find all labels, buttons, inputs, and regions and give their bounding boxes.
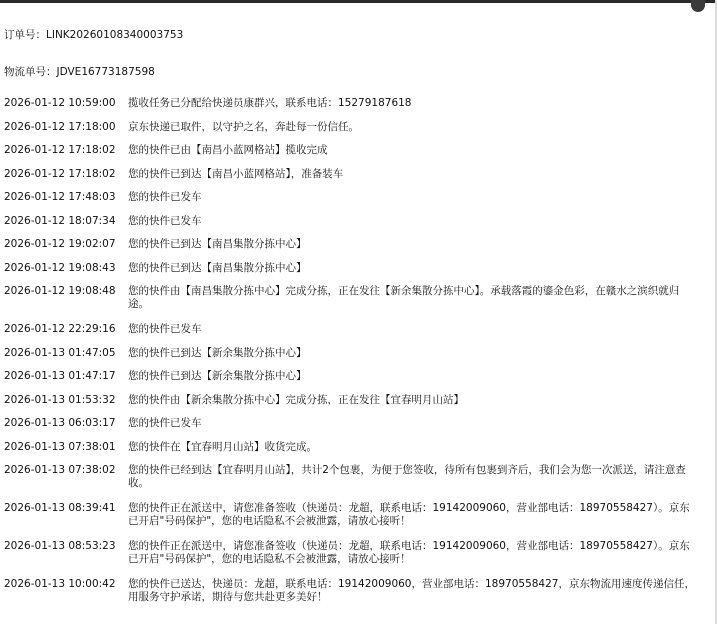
tracking-event-row [4, 502, 704, 540]
event-description: 京东快递已取件，以守护之名，奔赴每一份信任。 [128, 120, 359, 133]
event-time: 2026-01-12 19:08:43 [4, 261, 116, 274]
event-time: 2026-01-12 10:59:00 [4, 97, 116, 109]
tracking-event-row [4, 262, 704, 286]
event-time: 2026-01-12 19:02:07 [4, 238, 116, 250]
event-description: 您的快件已发车 [128, 323, 202, 335]
event-description: 您的快件已发车 [128, 214, 202, 227]
event-time: 2026-01-12 18:07:34 [4, 214, 116, 227]
tracking-event-row [4, 441, 704, 465]
event-time: 2026-01-13 06:03:17 [4, 417, 116, 429]
event-time: 2026-01-13 08:53:23 [4, 540, 116, 552]
event-description: 您的快件正在派送中，请您准备签收（快递员：龙超，联系电话：19142009060，营业部电话：18970558427）。京东已开启"号码保护"，您的电话隐私不会被泄露，请放心接听！ [128, 540, 690, 565]
event-time: 2026-01-12 17:18:02 [4, 144, 116, 156]
tracking-event-row [4, 464, 704, 502]
event-time: 2026-01-12 17:18:00 [4, 120, 116, 133]
tracking-event-row [4, 394, 704, 418]
tracking-event-row [4, 238, 704, 262]
event-description: 您的快件正在派送中，请您准备签收（快递员：龙超，联系电话：19142009060，营业部电话：18970558427）。京东已开启"号码保护"，您的电话隐私不会被泄露，请放心接听！ [128, 502, 690, 527]
event-time: 2026-01-13 01:47:05 [4, 346, 116, 359]
event-description: 您的快件已经到达【宜春明月山站】，共计2个包裹，为便于您签收，待所有包裹到齐后，我们会为您一次派送，请注意查收。 [128, 464, 686, 489]
event-description: 您的快件已发车 [128, 417, 202, 429]
tracking-event-row [4, 323, 704, 347]
event-description: 揽收任务已分配给快递员康群兴，联系电话：15279187618 [128, 97, 412, 109]
event-description: 您的快件由【南昌集散分拣中心】完成分拣，正在发往【新余集散分拣中心】。承载落霞的鎏金色彩，在赣水之滨织就归途。 [128, 285, 680, 310]
order-number-line [4, 27, 183, 42]
event-time: 2026-01-13 07:38:02 [4, 464, 116, 476]
event-time: 2026-01-13 08:39:41 [4, 502, 116, 514]
event-description: 您的快件由【新余集散分拣中心】完成分拣，正在发往【宜春明月山站】 [128, 393, 464, 406]
event-time: 2026-01-13 10:00:42 [4, 578, 116, 590]
tracking-event-row [4, 370, 704, 394]
tracking-event-row [4, 97, 704, 121]
event-time: 2026-01-13 07:38:01 [4, 440, 116, 453]
tracking-number-label: 物流单号： [4, 66, 57, 78]
event-time: 2026-01-13 01:47:17 [4, 370, 116, 382]
event-description: 您的快件在【宜春明月山站】收货完成。 [128, 440, 317, 453]
tracking-event-list [4, 97, 704, 616]
tracking-event-row [4, 215, 704, 239]
order-number-value: LINK20260108340003753 [46, 29, 184, 41]
tracking-event-row [4, 417, 704, 441]
event-description: 您的快件已发车 [128, 191, 202, 203]
tracking-event-row [4, 540, 704, 578]
tracking-number-line [4, 64, 155, 79]
order-number-label: 订单号： [4, 29, 46, 41]
event-time: 2026-01-12 17:48:03 [4, 191, 116, 203]
tracking-event-row [4, 347, 704, 371]
event-description: 您的快件已到达【新余集散分拣中心】 [128, 346, 307, 359]
event-description: 您的快件已到达【南昌集散分拣中心】 [128, 261, 307, 274]
event-time: 2026-01-12 19:08:48 [4, 285, 116, 297]
event-time: 2026-01-12 22:29:16 [4, 323, 116, 335]
window-top-edge [0, 0, 717, 3]
event-description: 您的快件已送达，快递员：龙超，联系电话：19142009060，营业部电话：18970558427，京东物流用速度传递信任，用服务守护承诺，期待与您共赴更多美好！ [128, 578, 695, 603]
tracking-event-row [4, 144, 704, 168]
tracking-event-row [4, 191, 704, 215]
event-time: 2026-01-12 17:18:02 [4, 167, 116, 180]
tracking-number-value: JDVE16773187598 [56, 66, 155, 78]
tracking-event-row [4, 121, 704, 145]
event-description: 您的快件已到达【南昌小蓝网格站】，准备装车 [128, 167, 344, 180]
tracking-event-row [4, 168, 704, 192]
tracking-event-row [4, 578, 704, 616]
event-time: 2026-01-13 01:53:32 [4, 393, 116, 406]
event-description: 您的快件已到达【南昌集散分拣中心】 [128, 238, 307, 250]
tracking-event-row [4, 285, 704, 323]
event-description: 您的快件已到达【新余集散分拣中心】 [128, 370, 307, 382]
close-icon[interactable] [691, 0, 705, 12]
event-description: 您的快件已由【南昌小蓝网格站】揽收完成 [128, 144, 328, 156]
